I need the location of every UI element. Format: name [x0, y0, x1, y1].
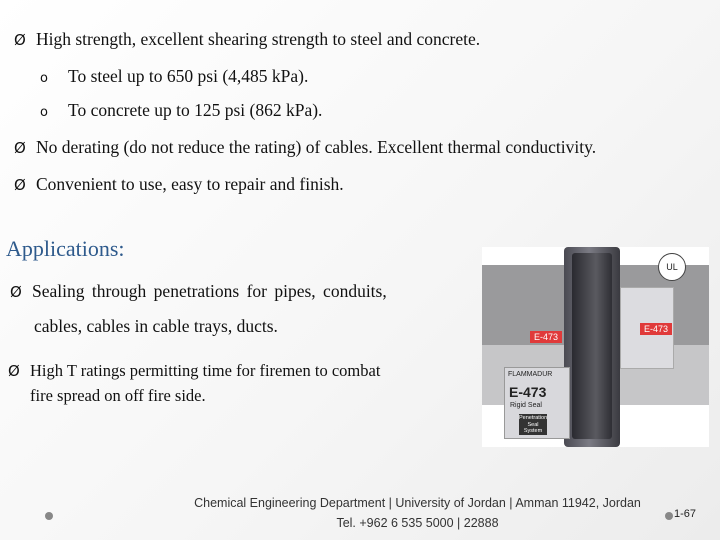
arrow-bullet-icon: Ø — [10, 283, 22, 301]
footer-left-dot — [45, 512, 53, 520]
pipe-inner — [572, 253, 612, 439]
arrow-bullet-icon: Ø — [14, 176, 26, 194]
bullet-convenient — [14, 174, 344, 195]
bullet-text: Sealing through penetrations for pipes, conduits, — [32, 281, 387, 301]
application-t-ratings-line1 — [8, 361, 380, 381]
bullet-text: To steel up to 650 psi (4,485 kPa). — [68, 66, 309, 86]
footer-right-dot — [665, 512, 673, 520]
footer — [180, 493, 655, 533]
brand-name: FLAMMADUR — [508, 371, 553, 378]
product-tag-left: E-473 — [530, 331, 562, 343]
arrow-bullet-icon: Ø — [8, 362, 20, 380]
page-number: 1-67 — [674, 508, 697, 520]
product-label-panel — [504, 367, 570, 439]
footer-line2: Tel. +962 6 535 5000 | 22888 — [336, 516, 499, 530]
ul-certification-logo: UL — [658, 253, 686, 281]
bullet-no-derating — [14, 137, 596, 158]
bullet-text: High T ratings permitting time for firemen to combat — [30, 361, 381, 380]
application-sealing-line2: cables, cables in cable trays, ducts. — [34, 316, 278, 336]
bullet-text: No derating (do not reduce the rating) of cables. Excellent thermal conductivity. — [36, 137, 597, 157]
sub-bullet-concrete — [40, 100, 322, 121]
product-code: E-473 — [509, 384, 547, 400]
arrow-bullet-icon: Ø — [14, 31, 26, 49]
system-logo: Penetration Seal System — [519, 415, 548, 434]
sub-bullet-steel — [40, 66, 308, 87]
bullet-text: To concrete up to 125 psi (862 kPa). — [68, 100, 323, 120]
seal-type: Rigid Seal — [510, 402, 542, 409]
footer-line1: Chemical Engineering Department | University of Jordan | Amman 11942, Jordan — [194, 496, 641, 510]
bullet-text: Convenient to use, easy to repair and finish. — [36, 174, 344, 194]
product-tag-right: E-473 — [640, 323, 672, 335]
fire-seal-illustration — [482, 247, 709, 447]
circle-bullet-icon: o — [40, 71, 48, 86]
application-t-ratings-line2: fire spread on off fire side. — [30, 386, 206, 405]
application-sealing-line1 — [10, 281, 387, 302]
applications-heading: Applications: — [6, 236, 125, 261]
arrow-bullet-icon: Ø — [14, 139, 26, 157]
circle-bullet-icon: o — [40, 105, 48, 120]
bullet-text: High strength, excellent shearing strength to steel and concrete. — [36, 29, 481, 49]
bullet-high-strength — [14, 29, 480, 50]
pipe-penetration — [564, 247, 620, 447]
